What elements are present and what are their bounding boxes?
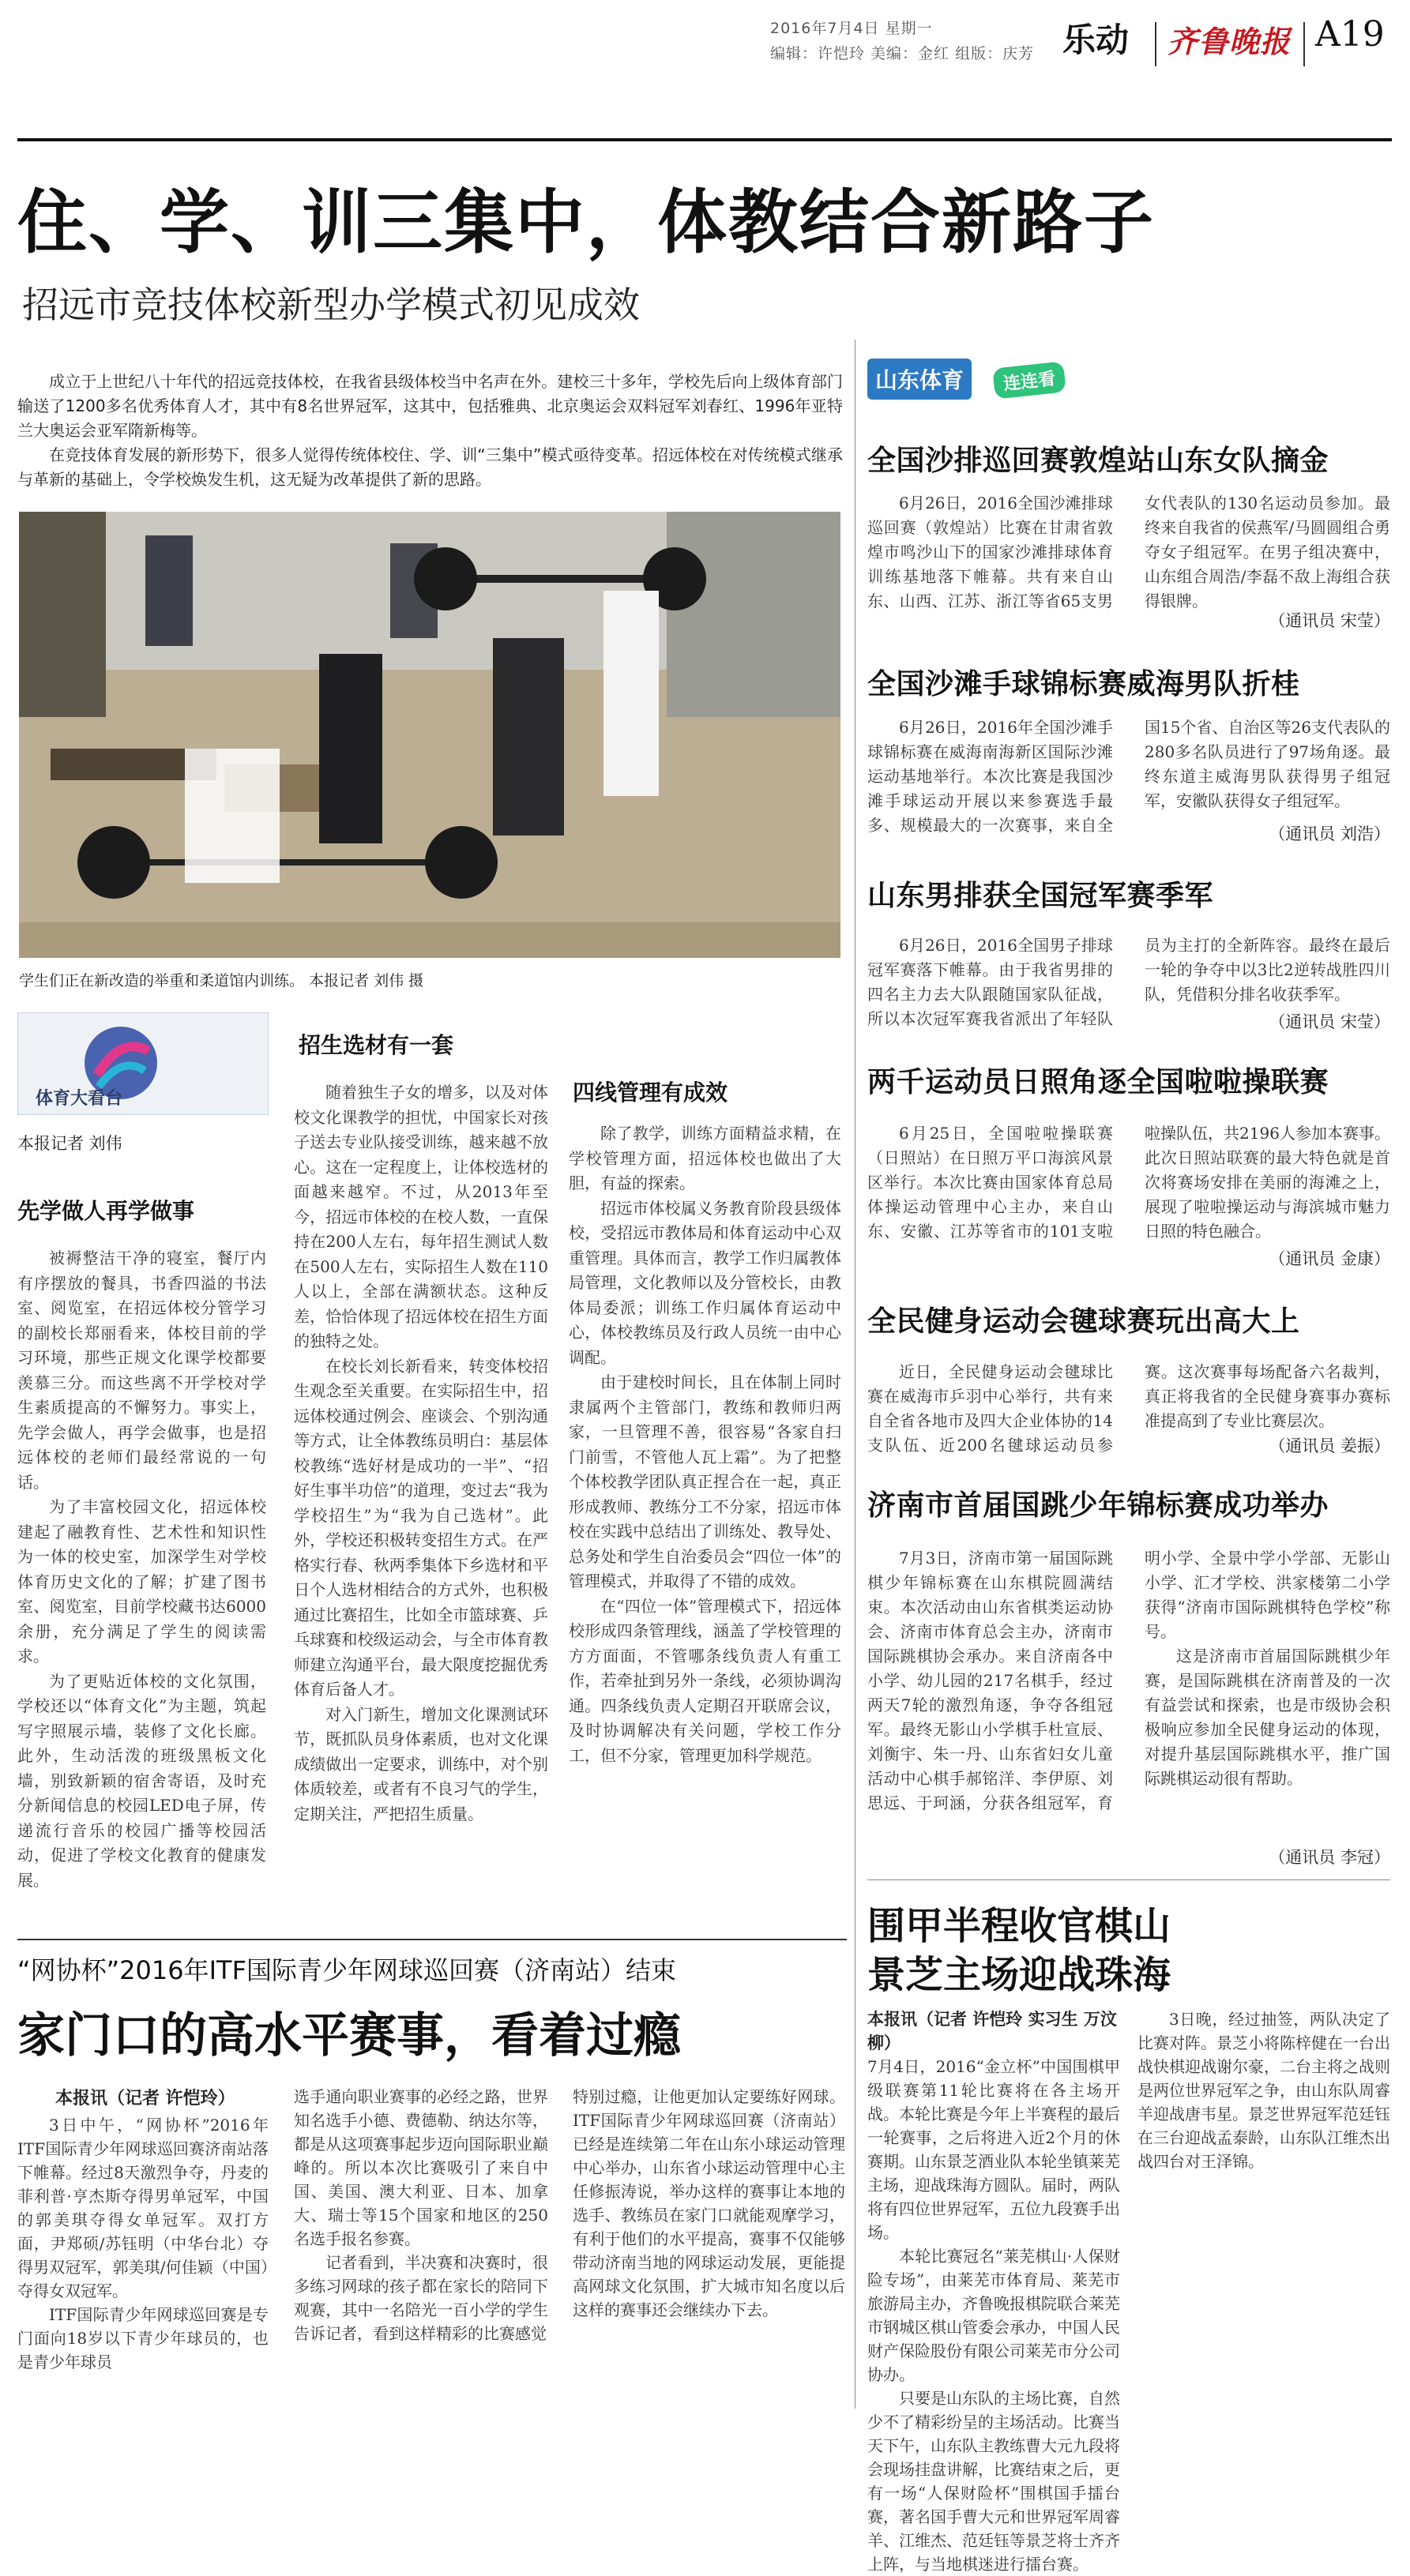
news-byline: （通讯员 宋莹）: [1269, 1012, 1390, 1031]
paragraph: 由于建校时间长，且在体制上同时隶属两个主管部门，教练和教师归两家，一旦管理不善，很容易“各家自扫门前雪，不管他人瓦上霜”。为了把整个体校教学团队真正捏合在一起，真正形成教师、教练分工不分家，招远市体校在实践中总结出了训练处、教导处、总务处和学生自治委员会“四位一体”的管理模式，并取得了不错的成效。: [569, 1372, 841, 1590]
paragraph: 除了教学，训练方面精益求精，在学校管理方面，招远体校也做出了大胆，有益的探索。: [569, 1124, 841, 1192]
paragraph: 选手通向职业赛事的必经之路，世界知名选手小德、费德勒、纳达尔等，都是从这项赛事起步迈向国际职业巅峰的。所以本次比赛吸引了来自中国、美国、澳大利亚、日本、加拿大、瑞士等15个国家和地区的250名选手报名参赛。: [294, 2087, 548, 2248]
chess-col-2: [1137, 2007, 1390, 2410]
news-title: 全国沙滩手球锦标赛威海男队折桂: [867, 668, 1300, 700]
paragraph: 只要是山东队的主场比赛，自然少不了精彩纷呈的主场活动。比赛当天下午，山东队主教练曹大元九段将会现场挂盘讲解，比赛结束之后，更有一场“人保财险杯”围棋国手擂台赛，著名国手曹大元和世界冠军周睿羊、江维杰、范廷钰等景芝将士齐齐上阵，与当地棋迷进行擂台赛。: [867, 2389, 1120, 2574]
paragraph: 随着独生子女的增多，以及对体校文化课教学的担忧，中国家长对孩子送去专业队接受训练，越来越不放心。这在一定程度上，让体校选材的面越来越窄。不过，从2013年至今，招远市体校的在校人数，一直保持在200人左右，每年招生测试人数在500人左右，实际招生人数在110人以上，全部在满额状态。这种反差，恰恰体现了招远体校在招生方面的独特之处。: [294, 1083, 548, 1350]
tennis-rule: [17, 1939, 847, 1940]
lead-headline: 住、学、训三集中，体教结合新路子: [17, 182, 1156, 263]
lead-reporter: 本报记者 刘伟: [17, 1134, 122, 1153]
column-badge: [17, 1012, 269, 1115]
paragraph: 为了更贴近体校的文化氛围，学校还以“体育文化”为主题，筑起写字照展示墙，装修了文化长廊。此外，生动活泼的班级黑板文化墙，别致新颖的宿舍寄语，及时充分新闻信息的校园LED电子屏，传递流行音乐的校园广播等校园活动，促进了学校文化教育的健康发展。: [17, 1671, 266, 1890]
chess-headline-2: 景芝主场迎战珠海: [867, 1953, 1171, 1997]
section-title-2: 招生选材有一套: [299, 1032, 454, 1058]
news-body: 6月26日，2016全国沙滩排球巡回赛（敦煌站）比赛在甘肃省敦煌市鸣沙山下的国家沙滩排球体育训练基地落下帷幕。共有来自山东、山西、江苏、浙江等省65支男女代表队的130名运动员参加。最终来自我省的侯燕军/马圆圆组合勇夺女子组冠军。在男子组决赛中，山东组合周浩/李磊不敌上海组合获得银牌。: [867, 494, 1390, 610]
chess-byline: 本报讯（记者 许恺玲 实习生 万汶柳）: [867, 2010, 1117, 2052]
sidebar-header-title: 山东体育: [867, 359, 972, 400]
lead-subheadline: 招远市竞技体校新型办学模式初见成效: [22, 284, 640, 326]
sidebar-header: [867, 354, 1128, 406]
tennis-col-1: [17, 2113, 269, 2413]
paragraph: 为了丰富校园文化，招远体校建起了融教育性、艺术性和知识性为一体的校史室，加深学生对学校体育历史文化的了解；扩建了图书室、阅览室，目前学校藏书达6000余册，充分满足了学生的阅读需求。: [17, 1497, 266, 1665]
sidebar-header-tag: 连连看: [992, 361, 1066, 399]
news-body: 6月26日，2016年全国沙滩手球锦标赛在威海南海新区国际沙滩运动基地举行。本次比赛是我国沙滩手球运动开展以来参赛选手最多、规模最大的一次赛事，来自全国15个省、自治区等26支代表队的280多名队员进行了97场角逐。最终东道主威海男队获得男子组冠军，安徽队获得女子组冠军。: [867, 718, 1390, 835]
chess-col-1: [867, 2055, 1120, 2574]
header-divider: [1155, 22, 1156, 66]
news-byline: （通讯员 李冠）: [1269, 1848, 1390, 1867]
intro-paragraph: 成立于上世纪八十年代的招远竞技体校，在我省县级体校当中名声在外。建校三十多年，学校先后向上级体育部门输送了1200多名优秀体育人才，其中有8名世界冠军，这其中，包括雅典、北京奥运会双料冠军刘春红、1996年亚特兰大奥运会亚军隋新梅等。: [17, 372, 843, 440]
tennis-headline: 家门口的高水平赛事，看着过瘾: [17, 2008, 681, 2063]
paragraph: 记者看到，半决赛和决赛时，很多练习网球的孩子都在家长的陪同下观赛，其中一名陪光一百小学的学生告诉记者，看到这样精彩的比赛感觉: [294, 2253, 548, 2343]
section-text-1: [17, 1246, 266, 1893]
header-rule: [17, 138, 1392, 141]
page-number: A19: [1315, 14, 1385, 54]
paragraph: 在校长刘长新看来，转变体校招生观念至关重要。在实际招生中，招远体校通过例会、座谈会、个别沟通等方式，让全体教练员明白：基层体校教练“选好材是成功的一半”、“招好生事半功倍”的道理，变过去“我为学校招生”为“我为自己选材”。此外，学校还积极转变招生方式。在严格实行春、秋两季集体下乡选材和平日个人选材相结合的方式外，也积极通过比赛招生，比如全市篮球赛、乒乓球赛和校级运动会，与全市体育教师建立沟通平台，最大限度挖掘优秀体育后备人才。: [294, 1356, 548, 1699]
paragraph: 3日中午，“网协杯”2016年ITF国际青少年网球巡回赛济南站落下帷幕。经过8天激烈争夺，丹麦的菲利普·亨杰斯夺得男单冠军，中国的郭美琪夺得女单冠军。双打方面，尹郑硕/苏钰明（中华台北）夺得男双冠军，郭美琪/何佳颖（中国）夺得女双冠军。: [17, 2116, 269, 2300]
tennis-col-3: [573, 2085, 845, 2416]
paragraph: 对入门新生，增加文化课测试环节，既抓队员身体素质，也对文化课成绩做出一定要求，训练中，对个别体质较差，或者有不良习气的学生，定期关注，严把招生质量。: [294, 1704, 548, 1823]
news-byline: （通讯员 刘浩）: [1269, 824, 1390, 843]
news-body: 近日，全民健身运动会毽球比赛在威海市乒羽中心举行，共有来自全省各地市及四大企业体协的14支队伍、近200名毽球运动员参赛。这次赛事每场配备六名裁判，真正将我省的全民健身赛事办赛标准提高到了专业比赛层次。: [867, 1362, 1390, 1455]
news-byline: （通讯员 姜振）: [1269, 1436, 1390, 1455]
issue-date: 2016年7月4日 星期一: [770, 20, 933, 37]
section-text-3: [569, 1121, 841, 1768]
editor-credits: 编辑：许恺玲 美编：金红 组版：庆芳: [770, 45, 1035, 62]
header-divider-2: [1303, 22, 1305, 66]
news-title: 全国沙排巡回赛敦煌站山东女队摘金: [867, 445, 1329, 477]
brand-logo: 齐鲁晚报: [1167, 24, 1292, 59]
section-title-3: 四线管理有成效: [573, 1080, 728, 1106]
column-badge-label: 体育大看台: [36, 1089, 123, 1109]
news-body: 6月25日，全国啦啦操联赛（日照站）在日照万平口海滨风景区举行。本次比赛由国家体育总局体操运动管理中心主办，来自山东、安徽、江苏等省市的101支啦啦操队伍，共2196人参加本赛事。此次日照站联赛的最大特色就是首次将赛场安排在美丽的海滩之上，展现了啦啦操运动与海滨城市魅力日照的特色融合。: [867, 1124, 1390, 1241]
paragraph: 这是济南市首届国际跳棋少年赛，是国际跳棋在济南普及的一次有益尝试和探索，也是市级协会积极响应参加全民健身运动的体现，对提升基层国际跳棋水平，推广国际跳棋运动很有帮助。: [1145, 1647, 1390, 1788]
paragraph: 7月3日，济南市第一届国际跳棋少年锦标赛在山东棋院圆满结束。本次活动由山东省棋类运动协会、济南市体育总会主办，济南市国际跳棋协会承办。来自济南各中小学、幼儿园的217名棋手，经过两天7轮的激烈角逐，争夺各组冠军。最终无影山小学棋手杜宣辰、刘衡宇、朱一丹、山东省妇女儿童活动中心棋手郝铭洋、李伊原、刘思远、于珂涵，分获各组冠军，育明小学、全景中学小学部、无影山小学、汇才学校、洪家楼第二小学获得“济南市国际跳棋特色学校”称号。: [867, 1549, 1390, 1812]
paragraph: 7月4日，2016“金立杯”中国围棋甲级联赛第11轮比赛将在各主场开战。本轮比赛是今年上半赛程的最后一轮赛事，之后将进入近2个月的休赛期。山东景芝酒业队本轮坐镇莱芜主场，迎战珠海方圆队。届时，两队将有四位世界冠军，五位九段赛手出场。: [867, 2057, 1120, 2242]
paragraph: 招远市体校属义务教育阶段县级体校，受招远市教体局和体育运动中心双重管理。具体而言，教学工作归属教体局管理，文化教师以及分管校长，由教体局委派；训练工作归属体育运动中心，体校教练员及行政人员统一由中心调配。: [569, 1198, 841, 1367]
news-byline: （通讯员 金康）: [1269, 1249, 1390, 1268]
news-title: 两千运动员日照角逐全国啦啦操联赛: [867, 1066, 1329, 1098]
news-body: [867, 1546, 1390, 1849]
paragraph: 被褥整洁干净的寝室，餐厅内有序摆放的餐具，书香四溢的书法室、阅览室，在招远体校分管学习的副校长郑丽看来，体校目前的学习环境，那些正规文化课学校都要羡慕三分。而这些离不开学校对学生素质提高的不懈努力。事实上，先学会做人，再学会做事，也是招远体校的老师们最经常说的一句话。: [17, 1249, 266, 1492]
tennis-byline: 本报讯（记者 许恺玲）: [55, 2089, 235, 2108]
section-text-2: [294, 1080, 548, 1827]
lead-intro: [17, 370, 843, 492]
paragraph: 在“四位一体”管理模式下，招远体校形成四条管理线，涵盖了学校管理的方方面面，不管哪条线负责人有重工作，若牵扯到另外一条线，必须协调沟通。四条线负责人定期召开联席会议，及时协调解决有关问题，学校工作分工，但不分家，管理更加科学规范。: [569, 1596, 841, 1765]
lead-photo: [19, 512, 840, 958]
news-title: 全民健身运动会毽球赛玩出高大上: [867, 1305, 1300, 1338]
news-body: 6月26日，2016全国男子排球冠军赛落下帷幕。由于我省男排的四名主力去大队跟随国家队征战，所以本次冠军赛我省派出了年轻队员为主打的全新阵容。最终在最后一轮的争夺中以3比2逆转战胜四川队，凭借积分排名收获季军。: [867, 936, 1390, 1028]
paragraph: 本轮比赛冠名“莱芜棋山·人保财险专场”，由莱芜市体育局、莱芜市旅游局主办，齐鲁晚报棋院联合莱芜市钢城区棋山管委会承办，中国人民财产保险股份有限公司莱芜市分公司协办。: [867, 2247, 1120, 2384]
news-title: 山东男排获全国冠军赛季军: [867, 880, 1214, 912]
news-byline: （通讯员 宋莹）: [1269, 611, 1390, 630]
chess-rule: [867, 1879, 1390, 1880]
intro-paragraph: 在竞技体育发展的新形势下，很多人觉得传统体校住、学、训“三集中”模式亟待变革。招远体校在对传统模式继承与革新的基础上，令学校焕发生机，这无疑为改革提供了新的思路。: [17, 445, 843, 489]
section-name: 乐动: [1062, 21, 1130, 59]
news-title: 济南市首届国跳少年锦标赛成功举办: [867, 1489, 1329, 1522]
paragraph: 3日晚，经过抽签，两队决定了比赛对阵。景芝小将陈梓健在一台出战快棋迎战谢尔豪，二台主将之战则是两位世界冠军之争，由山东队周睿羊迎战唐韦星。景芝世界冠军范廷钰在三台迎战孟泰龄，山东队江维杰出战四台对王泽锦。: [1137, 2010, 1390, 2171]
paragraph: ITF国际青少年网球巡回赛是专门面向18岁以下青少年球员的，也是青少年球员: [17, 2305, 269, 2371]
tennis-kicker: “网协杯”2016年ITF国际青少年网球巡回赛（济南站）结束: [17, 1955, 676, 1985]
tennis-col-2: [294, 2085, 548, 2416]
chess-headline-1: 围甲半程收官棋山: [867, 1904, 1171, 1948]
paragraph: 特别过瘾，让他更加认定要练好网球。ITF国际青少年网球巡回赛（济南站）已经是连续第二年在山东小球运动管理中心举办，山东省小球运动管理中心主任修振涛说，举办这样的赛事让本地的选手、教练员在家门口就能观摩学习，有利于他们的水平提高，赛事不仅能够带动济南当地的网球运动发展，更能提高网球文化氛围，扩大城市知名度以后这样的赛事还会继续办下去。: [573, 2087, 845, 2319]
weightlifting-training-photo: [19, 512, 840, 958]
section-title-1: 先学做人再学做事: [17, 1198, 195, 1224]
photo-caption: 学生们正在新改造的举重和柔道馆内训练。 本报记者 刘伟 摄: [19, 972, 424, 989]
